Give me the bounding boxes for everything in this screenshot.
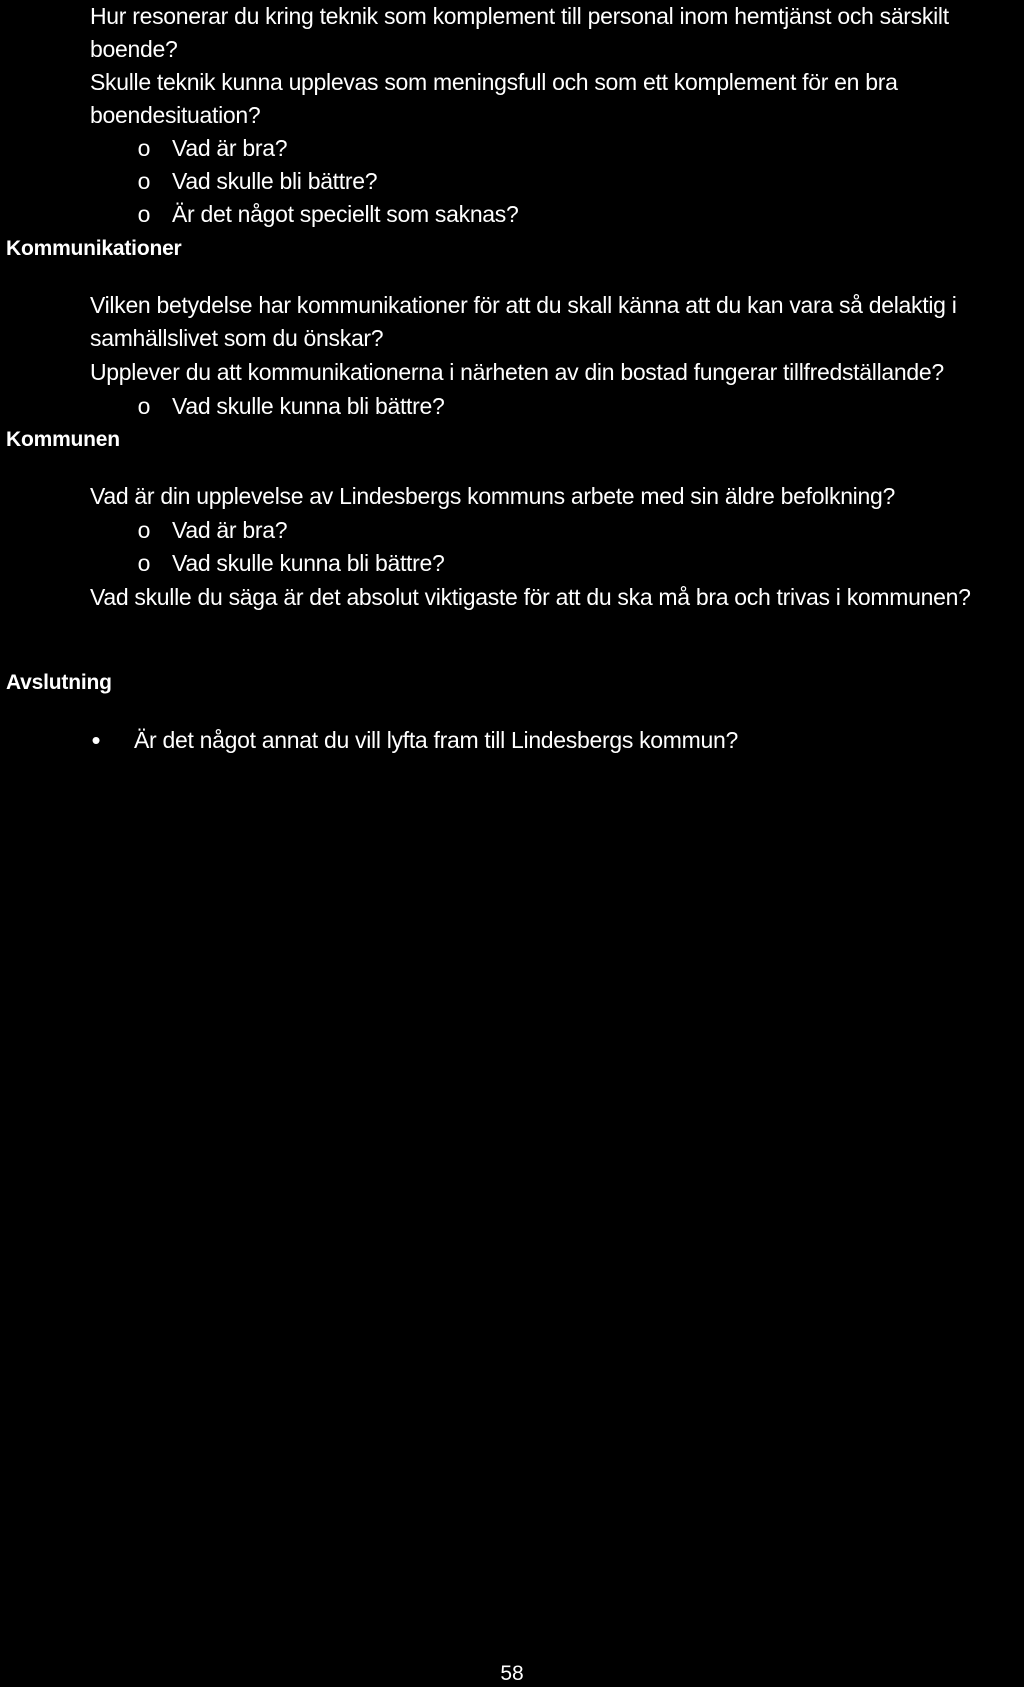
kommunikationer-question-2: Upplever du att kommunikationerna i närheten av din bostad fungerar tillfredställande? — [90, 359, 944, 385]
kommunen-sub-question-1: Vad är bra? — [172, 517, 288, 543]
circle-bullet-icon: o — [137, 393, 151, 419]
kommunikationer-sub-question-1: Vad skulle kunna bli bättre? — [172, 393, 445, 419]
avslutning-heading: Avslutning — [6, 671, 112, 694]
kommunikationer-question-1-line-2: samhällslivet som du önskar? — [90, 325, 384, 351]
avslutning-question-1: Är det något annat du vill lyfta fram till Lindesbergs kommun? — [134, 727, 738, 753]
kommunen-heading: Kommunen — [6, 428, 120, 451]
teknik-question-2-line-1: Skulle teknik kunna upplevas som meningsfull och som ett komplement för en bra — [90, 69, 898, 95]
bullet-icon: • — [91, 725, 101, 755]
circle-bullet-icon: o — [137, 168, 151, 194]
kommunen-question-2: Vad skulle du säga är det absolut viktigaste för att du ska må bra och trivas i kommunen? — [90, 584, 971, 610]
teknik-sub-question-1: Vad är bra? — [172, 135, 288, 161]
teknik-sub-question-2: Vad skulle bli bättre? — [172, 168, 378, 194]
teknik-question-1-line-2: boende? — [90, 36, 178, 62]
teknik-question-1-line-1: Hur resonerar du kring teknik som komplement till personal inom hemtjänst och särskilt — [90, 3, 949, 29]
kommunen-sub-question-2: Vad skulle kunna bli bättre? — [172, 550, 445, 576]
teknik-question-2-line-2: boendesituation? — [90, 102, 261, 128]
circle-bullet-icon: o — [137, 550, 151, 576]
kommunikationer-question-1-line-1: Vilken betydelse har kommunikationer för att du skall känna att du kan vara så delaktig i — [90, 292, 957, 318]
teknik-sub-question-3: Är det något speciellt som saknas? — [172, 201, 519, 227]
kommunikationer-heading: Kommunikationer — [6, 237, 182, 260]
page-number: 58 — [500, 1662, 524, 1685]
circle-bullet-icon: o — [137, 517, 151, 543]
circle-bullet-icon: o — [137, 201, 151, 227]
kommunen-question-1: Vad är din upplevelse av Lindesbergs kommuns arbete med sin äldre befolkning? — [90, 483, 895, 509]
circle-bullet-icon: o — [137, 135, 151, 161]
